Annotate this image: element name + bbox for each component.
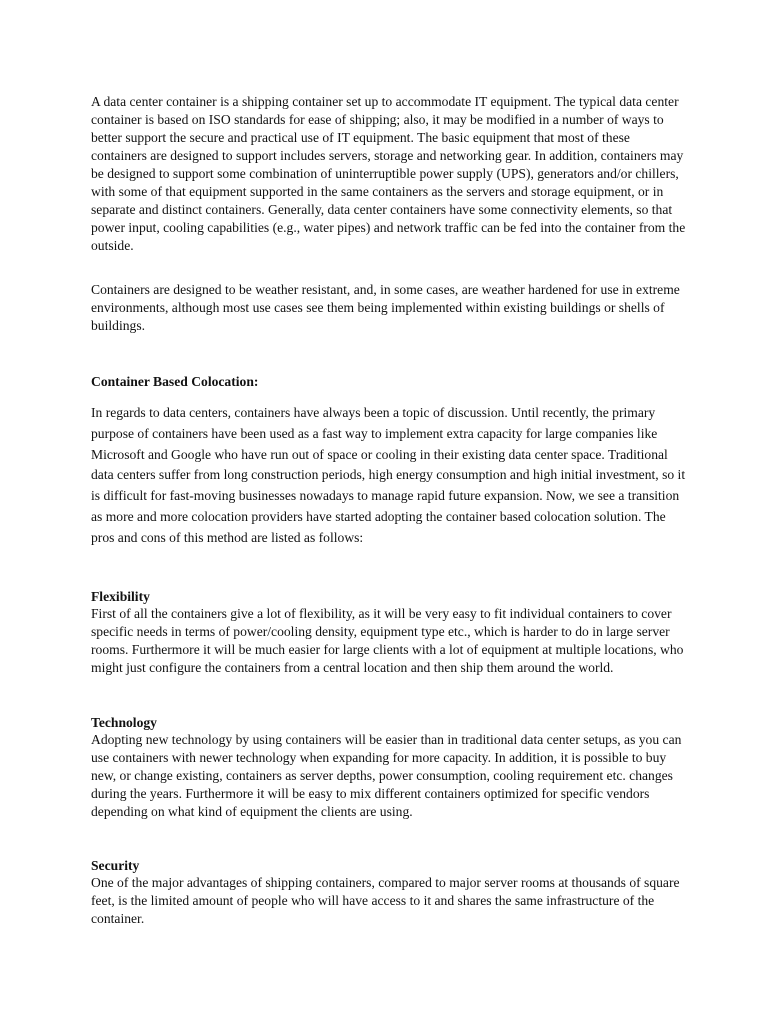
- technology-paragraph: Adopting new technology by using containers will be easier than in traditional data center setups, as you can use containers with newer technology when expanding for more capacity. In addition, it is possible to buy new, or change existing, containers as server depths, power consumption, cooling requirement etc. changes during the years. Furthermore it will be easy to mix different containers optimized for specific vendors depending on what kind of equipment the clients are using.: [91, 732, 682, 819]
- colocation-paragraph: In regards to data centers, containers have always been a topic of discussion. Until recently, the primary purpose of containers have been used as a fast way to implement extra capacity for large companies like Microsoft and Google who have run out of space or cooling in their existing data center space. Traditional data centers suffer from long construction periods, high energy consumption and high initial investment, so it is difficult for fast-moving businesses nowadays to manage rapid future expansion. Now, we see a transition as more and more colocation providers have started adopting the container based colocation solution. The pros and cons of this method are listed as follows:: [91, 405, 686, 545]
- section-heading-security: Security: [91, 858, 140, 873]
- intro-paragraph: A data center container is a shipping container set up to accommodate IT equipment. The typical data center container is based on ISO standards for ease of shipping; also, it may be modified in a number of ways to better support the secure and practical use of IT equipment. The basic equipment that most of these containers are designed to support includes servers, storage and networking gear. In addition, containers may be designed to support some combination of uninterruptible power supply (UPS), generators and/or chillers, with some of that equipment supported in the same containers as the servers and storage equipment, or in separate and distinct containers. Generally, data center containers have some connectivity elements, so that power input, cooling capabilities (e.g., water pipes) and network traffic can be fed into the container from the outside.: [91, 94, 686, 253]
- flexibility-paragraph: First of all the containers give a lot of flexibility, as it will be very easy to fit individual containers to cover specific needs in terms of power/cooling density, equipment type etc., which is harder to do in large server rooms. Furthermore it will be much easier for large clients with a lot of equipment at multiple locations, who might just configure the containers from a central location and then ship them around the world.: [91, 606, 684, 675]
- weather-paragraph: Containers are designed to be weather resistant, and, in some cases, are weather hardened for use in extreme environments, although most use cases see them being implemented within existing buildings or shells of buildings.: [91, 282, 680, 333]
- section-heading-colocation: Container Based Colocation:: [91, 374, 259, 389]
- section-heading-flexibility: Flexibility: [91, 589, 150, 604]
- section-heading-technology: Technology: [91, 715, 157, 730]
- security-paragraph: One of the major advantages of shipping containers, compared to major server rooms at thousands of square feet, is the limited amount of people who will have access to it and shares the same infrastructure of the container.: [91, 875, 680, 926]
